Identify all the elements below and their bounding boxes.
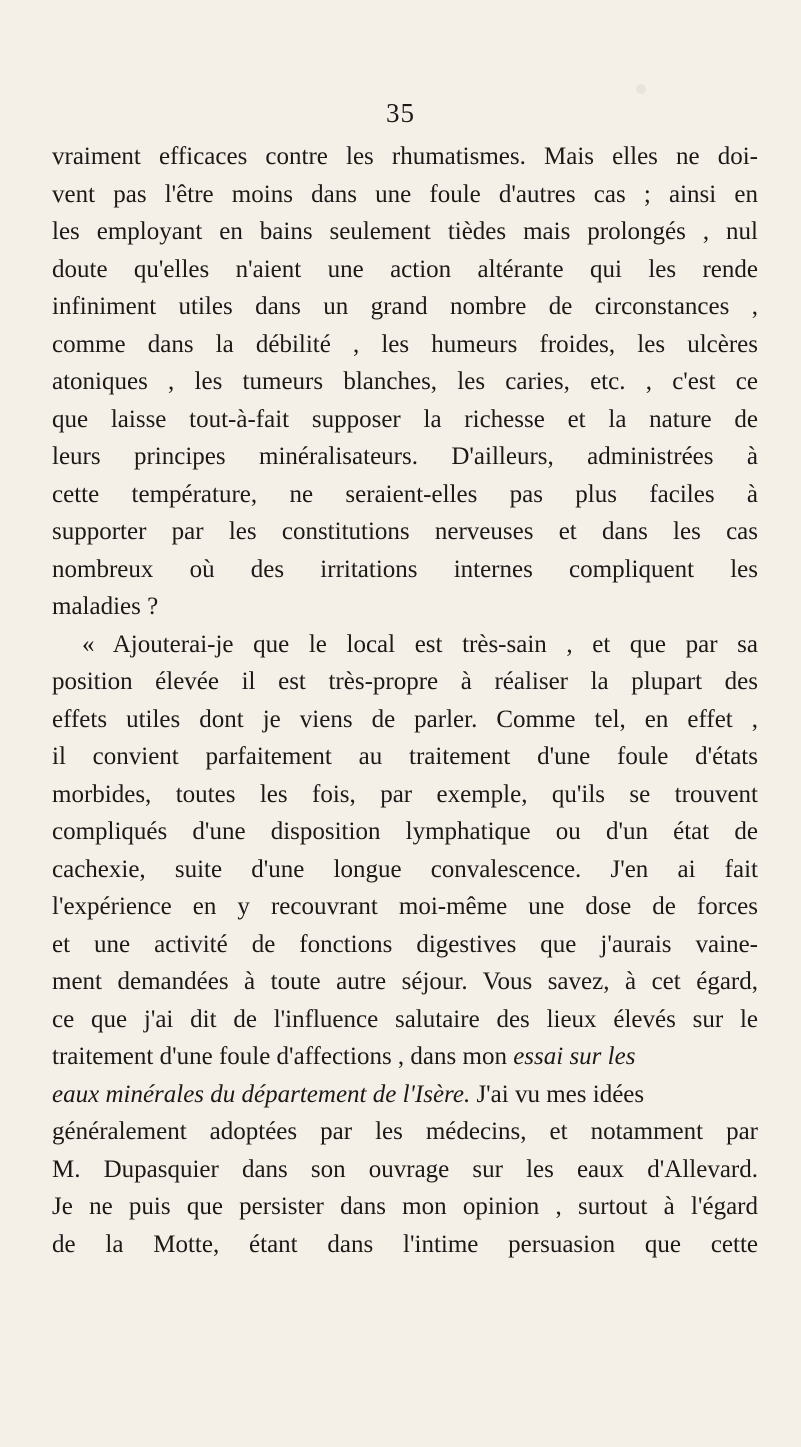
text-line: Je ne puis que persister dans mon opinion , surtout à l'égard [52, 1193, 758, 1220]
text-line-mixed [52, 1076, 758, 1114]
text-line: morbides, toutes les fois, par exemple, qu'ils se trouvent [52, 780, 758, 808]
text-line: nombreux où des irritations internes compliquent les [52, 555, 758, 583]
text-line: ce que j'ai dit de l'influence salutaire des lieux élevés sur le [52, 1005, 758, 1033]
text-line: position élevée il est très-propre à réaliser la plupart des [52, 668, 758, 695]
text-line: cette température, ne seraient-elles pas plus faciles à [52, 480, 758, 508]
italic-title-end: eaux minérales du département de l'Isère. [52, 1080, 471, 1108]
text-line: leurs principes minéralisateurs. D'ailleurs, administrées à [52, 443, 758, 470]
text-line: supporter par les constitutions nerveuses et dans les cas [52, 518, 758, 545]
text-line: vraiment efficaces contre les rhumatismes. Mais elles ne doi- [52, 143, 758, 170]
text-line: cachexie, suite d'une longue convalescence. J'en ai fait [52, 855, 758, 883]
text-line: ment demandées à toute autre séjour. Vous savez, à cet égard, [52, 968, 758, 995]
text-line: vent pas l'être moins dans une foule d'autres cas ; ainsi en [52, 180, 758, 208]
text-segment: J'ai vu mes idées [470, 1080, 645, 1108]
text-line: effets utiles dont je viens de parler. Comme tel, en effet , [52, 705, 758, 733]
text-line: M. Dupasquier dans son ouvrage sur les eaux d'Allevard. [52, 1155, 758, 1183]
text-line: que laisse tout-à-fait supposer la richesse et la nature de [52, 405, 758, 433]
text-line: infiniment utiles dans un grand nombre de circonstances , [52, 293, 758, 320]
page-text [52, 138, 758, 1263]
text-line: l'expérience en y recouvrant moi-même une dose de forces [52, 893, 758, 920]
text-line: il convient parfaitement au traitement d'une foule d'états [52, 743, 758, 770]
italic-title-start: essai sur les [513, 1043, 636, 1070]
text-line: atoniques , les tumeurs blanches, les caries, etc. , c'est ce [52, 368, 758, 395]
text-segment: traitement d'une foule d'affections , dans mon [52, 1043, 507, 1070]
page-number: 35 [386, 98, 415, 128]
text-line: maladies ? [52, 593, 159, 620]
text-line: généralement adoptées par les médecins, et notamment par [52, 1118, 758, 1145]
text-line: comme dans la débilité , les humeurs froides, les ulcères [52, 330, 758, 358]
text-line: « Ajouterai-je que le local est très-sain , et que par sa [82, 630, 758, 658]
text-line: les employant en bains seulement tièdes mais prolongés , nul [52, 218, 758, 245]
text-line: compliqués d'une disposition lymphatique ou d'un état de [52, 818, 758, 845]
text-line: de la Motte, étant dans l'intime persuasion que cette [52, 1230, 758, 1258]
text-line: et une activité de fonctions digestives que j'aurais vaine- [52, 930, 758, 958]
paper-stain [636, 84, 646, 94]
text-line-mixed [52, 1038, 758, 1076]
text-line: doute qu'elles n'aient une action altérante qui les rende [52, 255, 758, 283]
